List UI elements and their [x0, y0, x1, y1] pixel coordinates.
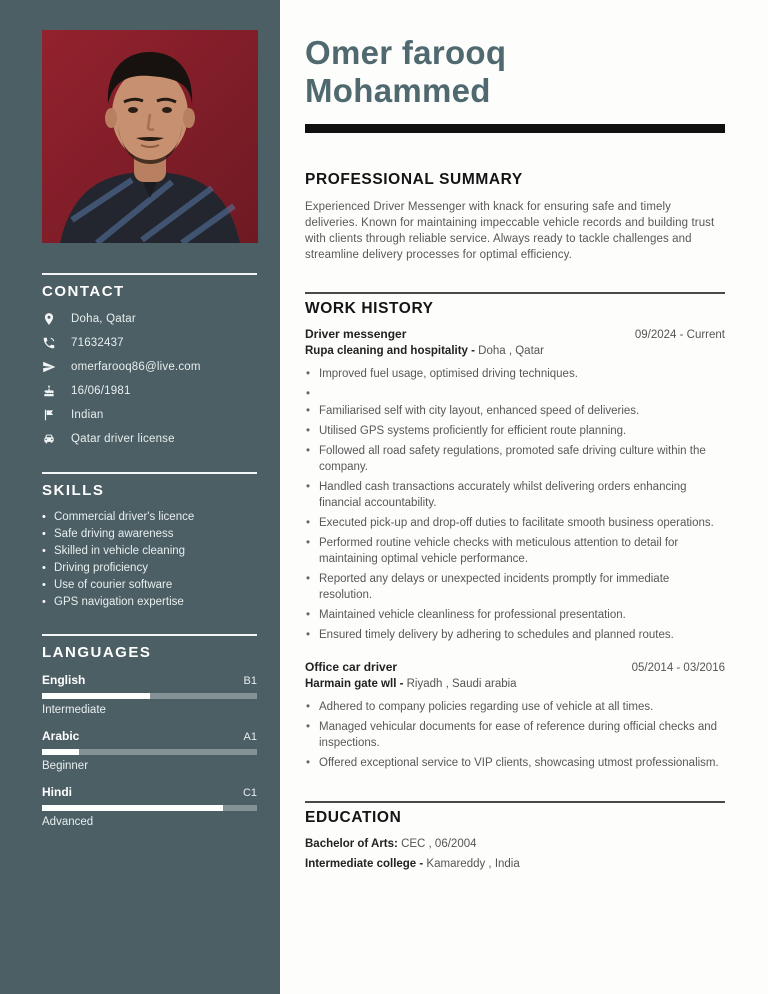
location-pin-icon — [42, 312, 56, 326]
skills-heading: SKILLS — [42, 482, 105, 499]
candidate-name-line1: Omer farooq — [305, 34, 507, 71]
job-company: Harmain gate wll - — [305, 678, 404, 690]
job-header — [305, 660, 725, 674]
job-bullet: • Followed all road safety regulations, promoted safe driving culture within the company. — [305, 443, 725, 475]
language-header — [42, 673, 257, 687]
language-item-arabic — [42, 729, 257, 772]
job-dates: 09/2024 - Current — [634, 329, 725, 341]
skill-item: • Skilled in vehicle cleaning — [42, 545, 257, 557]
job-title: Driver messenger — [305, 327, 407, 341]
car-icon — [42, 432, 56, 446]
language-progress-fill — [42, 749, 79, 755]
job-bullet: • Maintained vehicle cleanliness for professional presentation. — [305, 607, 725, 623]
contact-email-text: omerfarooq86@live.com — [71, 361, 201, 373]
job-bullet: • Performed routine vehicle checks with meticulous attention to detail for maintaining optimal vehicle performance. — [305, 535, 725, 567]
work-history-divider — [305, 292, 725, 294]
skill-item: • Driving proficiency — [42, 562, 257, 574]
summary-text: Experienced Driver Messenger with knack for ensuring safe and timely deliveries. Known for maintaining impeccable vehicle records and building trust with clients through reliable service. Always ready to tackle challenges and streamline delivery processes for optimal efficiency. — [305, 201, 715, 261]
education-degree-label: Intermediate college - — [305, 858, 424, 870]
professional-summary-section — [305, 171, 725, 263]
job-entry-driver-messenger — [305, 327, 725, 643]
skills-list — [42, 511, 257, 608]
language-name: Arabic — [42, 729, 80, 743]
contact-item-birthdate — [42, 384, 257, 398]
job-bullet: • Ensured timely delivery by adhering to schedules and planned routes. — [305, 627, 725, 643]
job-subtitle — [305, 345, 725, 357]
languages-section — [42, 634, 257, 828]
paper-plane-icon — [42, 360, 56, 374]
languages-heading: LANGUAGES — [42, 644, 152, 661]
job-bullet-list — [305, 366, 725, 643]
language-progress-track — [42, 693, 257, 699]
language-level-label: Beginner — [42, 760, 89, 772]
birthday-cake-icon — [42, 384, 56, 398]
contact-item-email — [42, 360, 257, 374]
contact-phone-text: 71632437 — [71, 337, 124, 349]
language-name: English — [42, 673, 86, 687]
language-level-label: Intermediate — [42, 704, 106, 716]
job-bullet: • Offered exceptional service to VIP clients, showcasing utmost professionalism. — [305, 755, 725, 771]
education-divider — [305, 801, 725, 803]
language-level-code: B1 — [243, 675, 257, 687]
job-company: Rupa cleaning and hospitality - — [305, 345, 475, 357]
job-bullet: • Managed vehicular documents for ease of reference during official checks and inspections. — [305, 719, 725, 751]
language-progress-fill — [42, 805, 223, 811]
skill-item: • Commercial driver's licence — [42, 511, 257, 523]
education-entry-bachelor — [305, 838, 725, 850]
skill-item: • GPS navigation expertise — [42, 596, 257, 608]
language-header — [42, 785, 257, 799]
contact-item-phone — [42, 336, 257, 350]
job-bullet-list — [305, 699, 725, 771]
skill-item: • Safe driving awareness — [42, 528, 257, 540]
profile-photo — [42, 30, 258, 243]
languages-divider — [42, 634, 257, 636]
language-progress-track — [42, 749, 257, 755]
sidebar — [0, 0, 280, 994]
education-heading: EDUCATION — [305, 809, 402, 826]
job-bullet: • Utilised GPS systems proficiently for efficient route planning. — [305, 423, 725, 439]
phone-icon — [42, 336, 56, 350]
name-underline-bar — [305, 124, 725, 133]
job-bullet: • Improved fuel usage, optimised driving techniques. — [305, 366, 725, 382]
language-item-english — [42, 673, 257, 716]
language-header — [42, 729, 257, 743]
job-bullet: • Executed pick-up and drop-off duties to facilitate smooth business operations. — [305, 515, 725, 531]
education-entry-intermediate — [305, 858, 725, 870]
main-content — [280, 0, 768, 994]
flag-icon — [42, 408, 56, 422]
job-location: Riyadh , Saudi arabia — [403, 678, 517, 690]
job-bullet — [305, 386, 725, 399]
language-level-code: C1 — [242, 787, 257, 799]
language-level-code: A1 — [243, 731, 257, 743]
contact-item-nationality — [42, 408, 257, 422]
job-entry-office-car-driver — [305, 660, 725, 771]
candidate-name-line2: Mohammed — [305, 72, 491, 109]
job-bullet: • Reported any delays or unexpected incidents promptly for immediate resolution. — [305, 571, 725, 603]
education-degree-value: CEC , 06/2004 — [397, 838, 477, 850]
contact-license-text: Qatar driver license — [71, 433, 175, 445]
job-bullet: • Familiarised self with city layout, enhanced speed of deliveries. — [305, 403, 725, 419]
skills-divider — [42, 472, 257, 474]
job-dates: 05/2014 - 03/2016 — [631, 662, 725, 674]
language-name: Hindi — [42, 785, 72, 799]
job-subtitle — [305, 678, 725, 690]
job-header — [305, 327, 725, 341]
skill-item: • Use of courier software — [42, 579, 257, 591]
contact-heading: CONTACT — [42, 283, 125, 300]
candidate-name — [305, 34, 725, 110]
job-location: Doha , Qatar — [474, 345, 545, 357]
education-degree-value: Kamareddy , India — [423, 858, 520, 870]
skills-section — [42, 472, 257, 608]
work-history-heading: WORK HISTORY — [305, 300, 434, 317]
contact-section — [42, 273, 257, 446]
profile-photo-illustration — [42, 30, 258, 243]
contact-item-license — [42, 432, 257, 446]
language-progress-fill — [42, 693, 150, 699]
contact-item-location — [42, 312, 257, 326]
education-degree-label: Bachelor of Arts: — [305, 838, 398, 850]
language-progress-track — [42, 805, 257, 811]
summary-heading: PROFESSIONAL SUMMARY — [305, 171, 523, 188]
contact-location-text: Doha, Qatar — [71, 313, 136, 325]
job-bullet: • Handled cash transactions accurately whilst delivering orders enhancing financial accountability. — [305, 479, 725, 511]
job-bullet: • Adhered to company policies regarding use of vehicle at all times. — [305, 699, 725, 715]
contact-birthdate-text: 16/06/1981 — [71, 385, 131, 397]
contact-divider — [42, 273, 257, 275]
work-history-section — [305, 292, 725, 771]
education-section — [305, 801, 725, 870]
job-title: Office car driver — [305, 660, 398, 674]
language-level-label: Advanced — [42, 816, 94, 828]
language-item-hindi — [42, 785, 257, 828]
contact-nationality-text: Indian — [71, 409, 104, 421]
